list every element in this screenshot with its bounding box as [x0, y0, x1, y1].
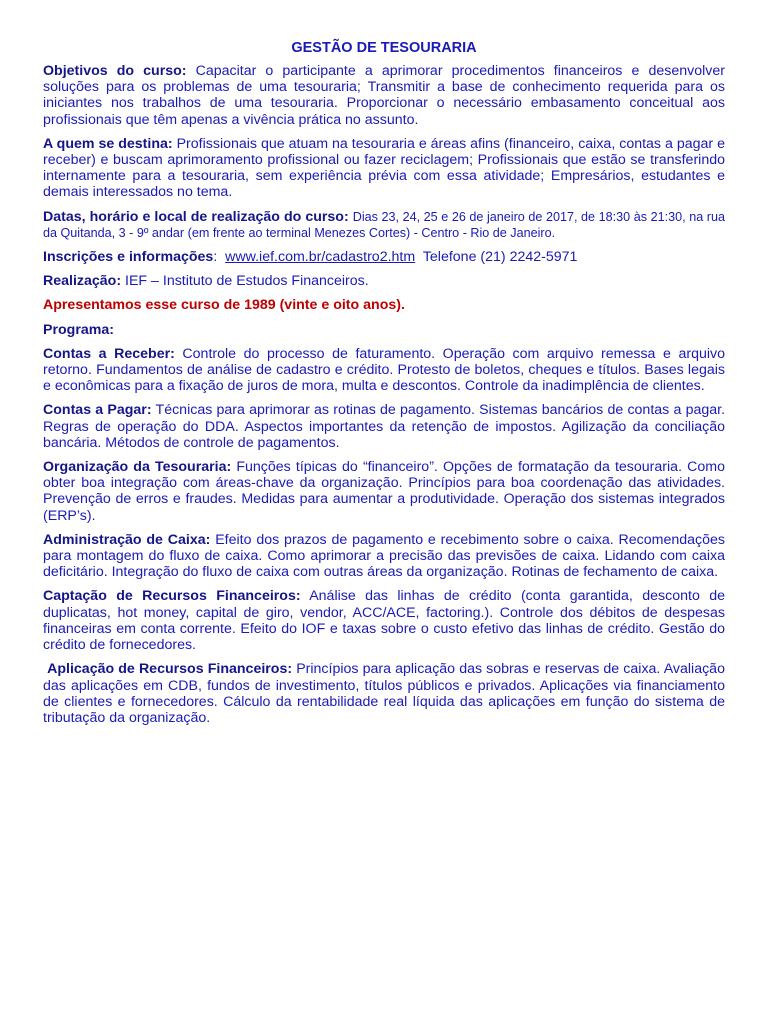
realizacao-text: IEF – Instituto de Estudos Financeiros.: [125, 273, 369, 290]
modulo-paragraph: [43, 459, 725, 524]
page-title: GESTÃO DE TESOURARIA: [291, 40, 477, 56]
modulo-text: Controle do processo de faturamento. Operação com arquivo remessa e arquivo retorno. Fundamentos de análise de cadastro e crédito. Protesto de boletos, cheques e títulos. Bases legais e econômicas para a fixação de juros de mora, multa e descontos. Controle da inadimplência de clientes.: [43, 345, 725, 395]
cadastro-link[interactable]: www.ief.com.br/cadastro2.htm: [225, 249, 416, 266]
modulo-label: Administração de Caixa:: [43, 531, 211, 548]
modulo-paragraph: [43, 402, 725, 451]
inscricoes-phone: Telefone (21) 2242-5971: [422, 249, 578, 266]
inscricoes-paragraph: Inscrições e informações: www.ief.com.br/cadastro2.htm Telefone (21) 2242-5971: [43, 249, 578, 266]
modulo-label: Contas a Pagar:: [43, 402, 152, 419]
modulo-text: Análise das linhas de crédito (conta garantida, desconto de duplicatas, hot money, capital de giro, vendor, ACC/ACE, factoring.). Controle dos débitos de despesas financeiras em conta corrente. Efeito do IOF e taxas sobre o custo efetivo das linhas de crédito. Gestão do crédito de fornecedores.: [43, 588, 725, 654]
publico-paragraph: [43, 136, 725, 201]
modulo-paragraph: [43, 346, 725, 395]
modulo-paragraph: [43, 661, 725, 726]
modulo-text: Princípios para aplicação das sobras e reservas de caixa. Avaliação das aplicações em CDB, fundos de investimento, títulos públicos e privados. Aplicações via financiamento de clientes e fornecedores. Cálculo da rentabilidade real líquida das aplicações em função do sistema de tributação da organização.: [43, 661, 725, 726]
modulo-text: Técnicas para aprimorar as rotinas de pagamento. Sistemas bancários de contas a pagar. Regras de operação do DDA. Aspectos importantes da retenção de impostos. Agilização da conciliação bancária. Métodos de controle de pagamentos.: [43, 402, 726, 451]
datas-text: Dias 23, 24, 25 e 26 de janeiro de 2017, de 18:30 às 21:30, na rua da Quitanda, 3 - 9º andar (em frente ao terminal Menezes Cortes) - Centro - Rio de Janeiro.: [43, 209, 725, 240]
modulo-label: Aplicação de Recursos Financeiros:: [47, 661, 293, 678]
modulo-label: Captação de Recursos Financeiros:: [43, 588, 301, 605]
programa-heading: Programa:: [43, 321, 114, 338]
publico-label: A quem se destina:: [43, 135, 173, 152]
objetivos-label: Objetivos do curso:: [43, 63, 187, 79]
objetivos-paragraph: [43, 63, 725, 128]
modulo-text: Funções típicas do “financeiro”. Opções de formatação da tesouraria. Como obter boa integração com áreas-chave da organização. Princípios para boa coordenação das atividades. Prevenção de erros e fraudes. Medidas para aumentar a produtividade. Operação dos sistemas integrados (ERP’s).: [43, 459, 725, 524]
datas-label: Datas, horário e local de realização do curso:: [43, 208, 349, 225]
inscricoes-label: Inscrições e informações: [43, 249, 214, 266]
highlight-notice: Apresentamos esse curso de 1989 (vinte e oito anos).: [43, 297, 405, 314]
modulo-paragraph: [43, 588, 725, 653]
publico-text: Profissionais que atuam na tesouraria e áreas afins (financeiro, caixa, contas a pagar e receber) e buscam aprimoramento profissional ou fazer reciclagem; Profissionais que estão se transferindo internamente para a tesouraria, sem experiência prévia com essa atividade; Empresários, estudantes e demais interessados no tema.: [43, 135, 725, 201]
modulo-text: Efeito dos prazos de pagamento e recebimento sobre o caixa. Recomendações para montagem do fluxo de caixa. Como aprimorar a precisão das previsões de caixa. Lidando com caixa deficitário. Integração do fluxo de caixa com outras áreas da organização. Rotinas de fechamento de caixa.: [43, 531, 725, 581]
realizacao-label: Realização:: [43, 273, 122, 290]
modulo-label: Organização da Tesouraria:: [43, 459, 232, 476]
objetivos-text: Capacitar o participante a aprimorar procedimentos financeiros e desenvolver soluções para os problemas de uma tesouraria; Transmitir a base de conhecimento requerida para os iniciantes nos trabalhos de uma tesouraria. Proporcionar o necessário embasamento conceitual aos profissionais que têm apenas a vivência prática no assunto.: [43, 63, 725, 128]
modulo-paragraph: [43, 532, 725, 581]
datas-paragraph: [43, 209, 725, 241]
realizacao-paragraph: [43, 273, 725, 289]
modulo-label: Contas a Receber:: [43, 345, 175, 362]
